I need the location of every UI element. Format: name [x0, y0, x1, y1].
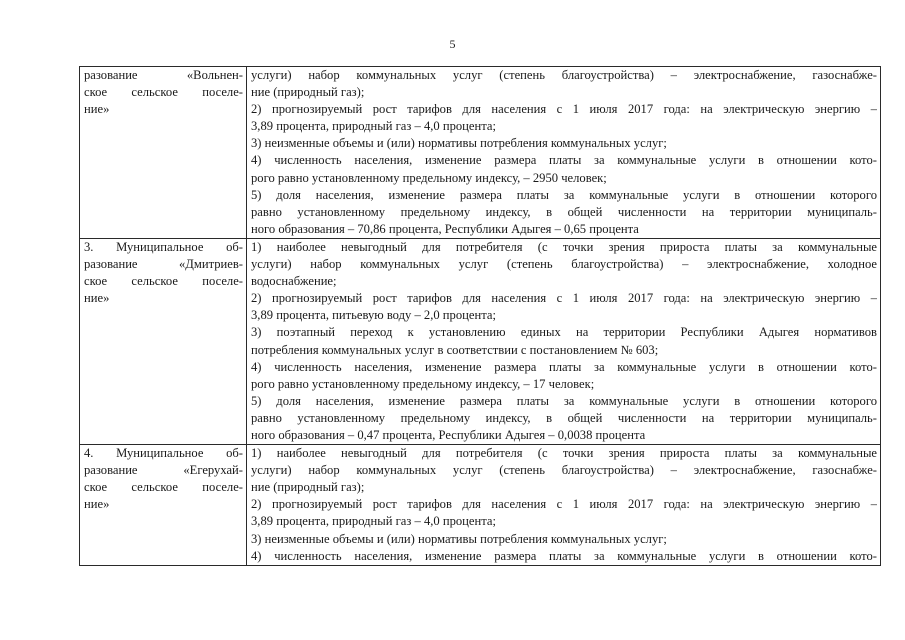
text-line: ское сельское поселе-	[84, 480, 243, 495]
text-line: услуги) набор коммунальных услуг (степень благоустройства) – электроснабжение, газоснабже-	[251, 68, 877, 82]
text-line: водоснабжение;	[251, 274, 337, 289]
text-line: равно установленному предельному индексу, в общей численности на территории муниципаль-	[251, 410, 877, 425]
text-line: равно установленному предельному индексу, в общей численности на территории муниципаль-	[251, 204, 877, 219]
text-line: рого равно установленному предельному индексу, – 2950 человек;	[251, 170, 607, 185]
page-number: 5	[449, 37, 456, 51]
parameters-cell	[247, 67, 881, 239]
text-line: 1) наиболее невыгодный для потребителя (с точки зрения прироста платы за коммунальные	[251, 446, 877, 461]
text-line: 3,89 процента, питьевую воду – 2,0 процента;	[251, 308, 496, 323]
text-line: 4) численность населения, изменение размера платы за коммунальные услуги в отношении кото-	[251, 548, 877, 563]
text-line: 2) прогнозируемый рост тарифов для населения с 1 июля 2017 года: на электрическую энергию –	[251, 102, 877, 117]
table-row	[80, 445, 881, 566]
text-line: рого равно установленному предельному индексу, – 17 человек;	[251, 376, 595, 391]
text-line: разование «Дмитриев-	[84, 257, 243, 272]
text-line: 4) численность населения, изменение размера платы за коммунальные услуги в отношении кото-	[251, 153, 877, 168]
text-line: 5) доля населения, изменение размера платы за коммунальные услуги в отношении которого	[251, 187, 877, 202]
parameters-cell	[247, 238, 881, 444]
text-line: 3) неизменные объемы и (или) нормативы потребления коммунальных услуг;	[251, 531, 667, 546]
text-line: 2) прогнозируемый рост тарифов для населения с 1 июля 2017 года: на электрическую энергию –	[251, 291, 877, 306]
text-line: 3) поэтапный переход к установлению единых на территории Республики Адыгея нормативов	[251, 325, 877, 340]
text-line: 4. Муниципальное об-	[84, 446, 243, 461]
text-line: 3) неизменные объемы и (или) нормативы потребления коммунальных услуг;	[251, 136, 667, 151]
text-line: 3. Муниципальное об-	[84, 239, 243, 254]
text-line: 1) наиболее невыгодный для потребителя (с точки зрения прироста платы за коммунальные	[251, 239, 877, 254]
text-line: ного образования – 70,86 процента, Республики Адыгея – 0,65 процента	[251, 221, 639, 236]
text-line: 4) численность населения, изменение размера платы за коммунальные услуги в отношении кото-	[251, 359, 877, 374]
parameters-cell	[247, 445, 881, 566]
text-line: ние (природный газ);	[251, 480, 365, 495]
municipality-cell	[80, 445, 247, 566]
table-row	[80, 238, 881, 444]
text-line: разование «Егерухай-	[84, 463, 243, 478]
municipality-cell	[80, 238, 247, 444]
text-line: ного образования – 0,47 процента, Республики Адыгея – 0,0038 процента	[251, 427, 646, 442]
text-line: услуги) набор коммунальных услуг (степень благоустройства) – электроснабжение, холодное	[251, 257, 877, 272]
text-line: 2) прогнозируемый рост тарифов для населения с 1 июля 2017 года: на электрическую энергию –	[251, 497, 877, 512]
text-line: ское сельское поселе-	[84, 85, 243, 100]
text-line: услуги) набор коммунальных услуг (степень благоустройства) – электроснабжение, газоснабже-	[251, 463, 877, 478]
text-line: ние (природный газ);	[251, 85, 365, 100]
municipal-table	[79, 66, 881, 566]
text-line: ние»	[84, 497, 110, 512]
text-line: разование «Вольнен-	[84, 68, 243, 82]
text-line: 3,89 процента, природный газ – 4,0 процента;	[251, 514, 497, 529]
text-line: потребления коммунальных услуг в соответствии с постановлением № 603;	[251, 342, 659, 357]
text-line: 3,89 процента, природный газ – 4,0 процента;	[251, 119, 497, 134]
text-line: ское сельское поселе-	[84, 274, 243, 289]
text-line: ние»	[84, 102, 110, 117]
table-row	[80, 67, 881, 239]
municipality-cell	[80, 67, 247, 239]
text-line: ние»	[84, 291, 110, 306]
text-line: 5) доля населения, изменение размера платы за коммунальные услуги в отношении которого	[251, 393, 877, 408]
